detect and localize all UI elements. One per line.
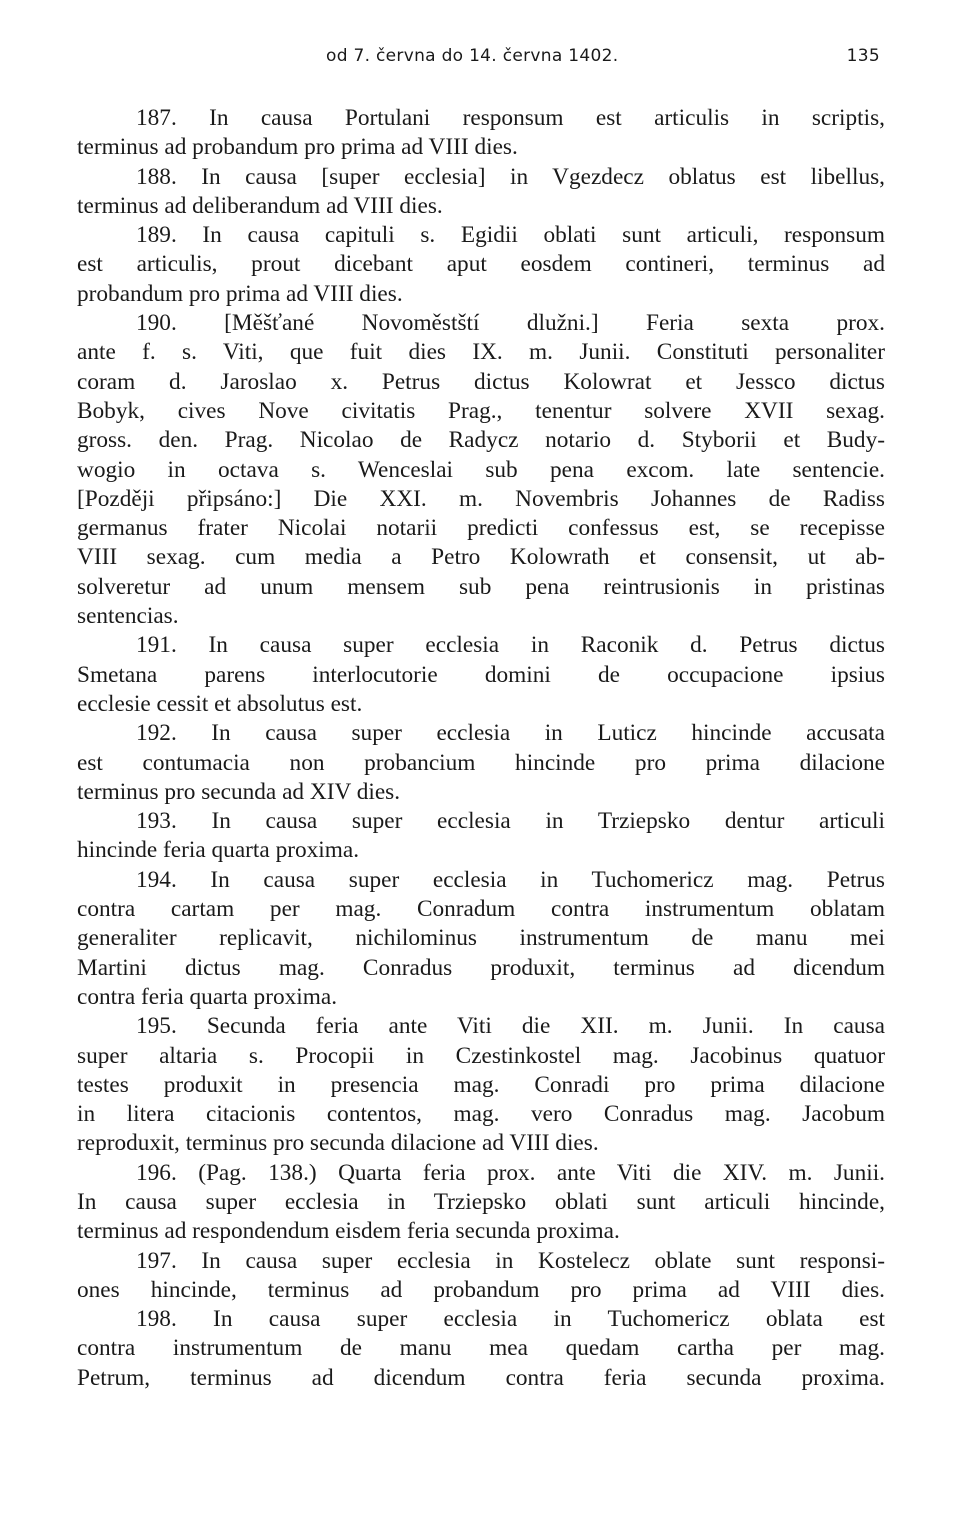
- text-line: terminus ad respondendum eisdem feria secunda proxima.: [77, 1218, 620, 1245]
- text-line: contra instrumentum de manu mea quedam cartha per mag.: [77, 1335, 885, 1362]
- running-title: od 7. června do 14. června 1402.: [326, 46, 619, 66]
- text-line: probandum pro prima ad VIII dies.: [77, 280, 403, 307]
- text-line: Bobyk, cives Nove civitatis Prag., tenentur solvere XVII sexag.: [77, 397, 885, 424]
- text-line: in litera citacionis contentos, mag. vero Conradus mag. Jacobum: [77, 1101, 885, 1128]
- text-line: super altaria s. Procopii in Czestinkostel mag. Jacobinus quatuor: [77, 1042, 885, 1069]
- text-line: solveretur ad unum mensem sub pena reintrusionis in pristinas: [77, 573, 885, 600]
- text-line: 197. In causa super ecclesia in Kostelecz oblate sunt responsi-: [136, 1247, 885, 1274]
- text-line: 189. In causa capituli s. Egidii oblati sunt articuli, responsum: [136, 222, 885, 249]
- text-line: Smetana parens interlocutorie domini de occupacione ipsius: [77, 661, 885, 688]
- text-line: gross. den. Prag. Nicolao de Radycz notario d. Styborii et Budy-: [77, 427, 885, 454]
- text-line: terminus pro secunda ad XIV dies.: [77, 778, 401, 805]
- text-line: ante f. s. Viti, que fuit dies IX. m. Junii. Constituti personaliter: [77, 339, 885, 366]
- text-line: hincinde feria quarta proxima.: [77, 837, 360, 864]
- text-line: 188. In causa [super ecclesia] in Vgezdecz oblatus est libellus,: [136, 163, 885, 190]
- text-line: ones hincinde, terminus ad probandum pro prima ad VIII dies.: [77, 1276, 885, 1303]
- text-line: sentencias.: [77, 603, 179, 630]
- text-line: contra feria quarta proxima.: [77, 983, 338, 1010]
- text-line: 193. In causa super ecclesia in Trziepsko dentur articuli: [136, 808, 885, 835]
- text-line: ecclesie cessit et absolutus est.: [77, 690, 363, 717]
- text-line: 196. (Pag. 138.) Quarta feria prox. ante Viti die XIV. m. Junii.: [136, 1159, 885, 1186]
- text-line: contra cartam per mag. Conradum contra instrumentum oblatam: [77, 896, 885, 923]
- text-line: [Později připsáno:] Die XXI. m. Novembris Johannes de Radiss: [77, 485, 885, 512]
- page-number: 135: [846, 46, 880, 66]
- text-line: Petrum, terminus ad dicendum contra feria secunda proxima.: [77, 1364, 885, 1391]
- text-line: est articulis, prout dicebant aput eosdem contineri, terminus ad: [77, 251, 885, 278]
- text-line: 192. In causa super ecclesia in Luticz hincinde accusata: [136, 720, 885, 747]
- running-head: [0, 46, 960, 76]
- text-line: germanus frater Nicolai notarii predicti confessus est, se recepisse: [77, 515, 885, 542]
- text-line: 191. In causa super ecclesia in Raconik d. Petrus dictus: [136, 632, 885, 659]
- text-line: 194. In causa super ecclesia in Tuchomericz mag. Petrus: [136, 866, 885, 893]
- text-line: 195. Secunda feria ante Viti die XII. m. Junii. In causa: [136, 1013, 885, 1040]
- text-line: wogio in octava s. Wenceslai sub pena excom. late sentencie.: [77, 456, 885, 483]
- text-line: In causa super ecclesia in Trziepsko oblati sunt articuli hincinde,: [77, 1188, 885, 1215]
- text-line: 190. [Měšťané Novoměstští dlužni.] Feria sexta prox.: [136, 310, 885, 337]
- text-line: reproduxit, terminus pro secunda dilacione ad VIII dies.: [77, 1130, 599, 1157]
- text-line: 187. In causa Portulani responsum est articulis in scriptis,: [136, 105, 885, 131]
- text-body: [77, 104, 885, 1393]
- text-line: coram d. Jaroslao x. Petrus dictus Kolowrat et Jessco dictus: [77, 368, 885, 395]
- text-line: terminus ad deliberandum ad VIII dies.: [77, 192, 443, 219]
- text-line: Martini dictus mag. Conradus produxit, terminus ad dicendum: [77, 954, 885, 981]
- text-line: VIII sexag. cum media a Petro Kolowrath et consensit, ut ab-: [77, 544, 885, 571]
- text-line: generaliter replicavit, nichilominus instrumentum de manu mei: [77, 925, 885, 952]
- text-line: 198. In causa super ecclesia in Tuchomericz oblata est: [136, 1306, 885, 1333]
- text-line: testes produxit in presencia mag. Conradi pro prima dilacione: [77, 1071, 885, 1098]
- text-line: terminus ad probandum pro prima ad VIII dies.: [77, 134, 518, 161]
- text-line: est contumacia non probancium hincinde pro prima dilacione: [77, 749, 885, 776]
